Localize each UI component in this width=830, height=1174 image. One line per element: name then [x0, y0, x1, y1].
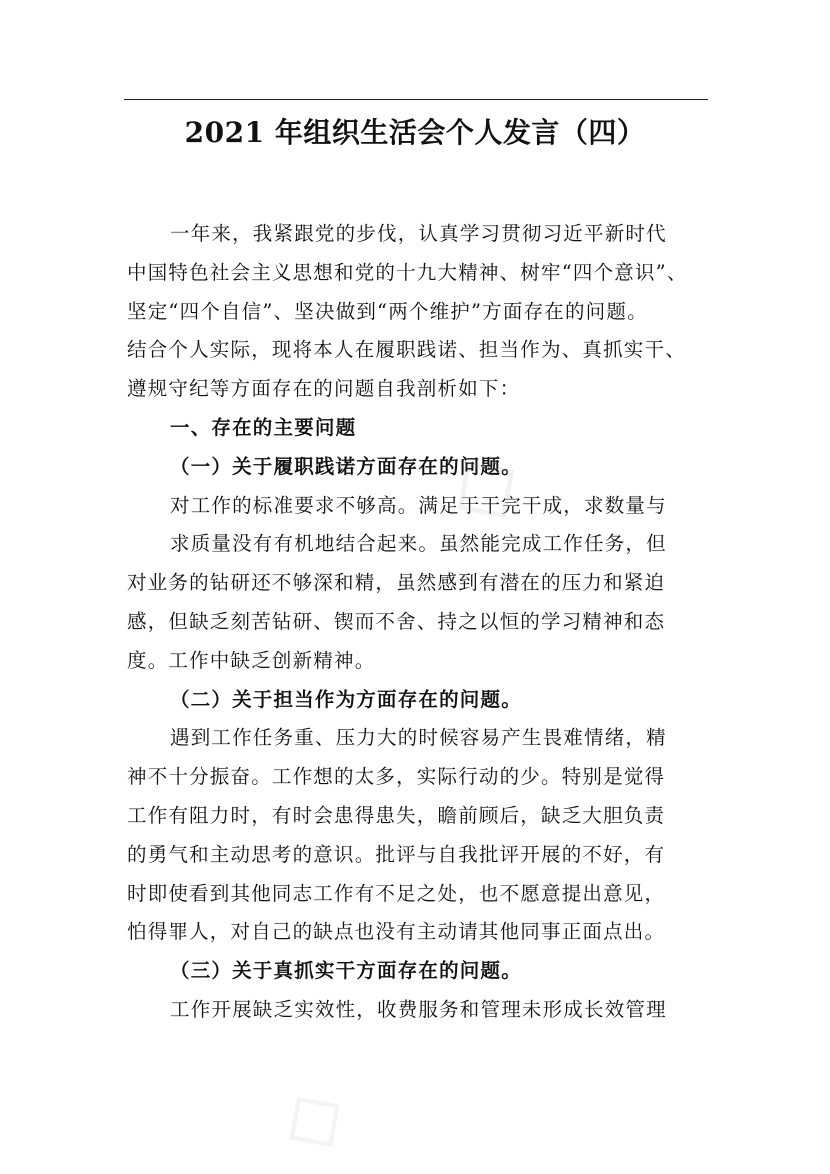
paragraph-line: 对工作的标准要求不够高。满足于干完干成，求数量与 — [170, 493, 667, 517]
paragraph-line: 度。工作中缺乏创新精神。 — [127, 648, 376, 672]
paragraph-line: 工作开展缺乏实效性，收费服务和管理未形成长效管理 — [170, 997, 667, 1021]
paragraph-line: 的勇气和主动思考的意识。批评与自我批评开展的不好，有 — [127, 842, 666, 866]
watermark-mark: ◇ — [258, 1060, 363, 1173]
document-body — [127, 215, 707, 1030]
watermark-mark: ◇ — [423, 421, 541, 547]
paragraph-line: 结合个人实际，现将本人在履职践诺、担当作为、真抓实干、 — [127, 338, 686, 362]
paragraph-line: 怕得罪人，对自己的缺点也没有主动请其他同事正面点出。 — [127, 920, 666, 944]
paragraph-line: 一年来，我紧跟党的步伐，认真学习贯彻习近平新时代 — [170, 222, 667, 245]
paragraph-line: 遵规守纪等方面存在的问题自我剖析如下： — [127, 377, 521, 401]
paragraph-line: 工作有阻力时，有时会患得患失，瞻前顾后，缺乏大胆负责 — [127, 803, 666, 827]
paragraph-line: 神不十分振奋。工作想的太多，实际行动的少。特别是觉得 — [127, 765, 666, 789]
paragraph-line: 对业务的钻研还不够深和精，虽然感到有潜在的压力和紧迫 — [127, 571, 666, 595]
paragraph-line: 中国特色社会主义思想和党的十九大精神、树牢“四个意识”、 — [127, 260, 688, 284]
subsection-heading: （一）关于履职践诺方面存在的问题。 — [170, 454, 522, 478]
header-rule — [124, 99, 708, 100]
paragraph-line: 求质量没有有机地结合起来。虽然能完成工作任务，但 — [170, 532, 667, 556]
paragraph-line: 时即使看到其他同志工作有不足之处，也不愿意提出意见， — [127, 881, 666, 905]
paragraph-line: 感，但缺乏刻苦钻研、锲而不舍、持之以恒的学习精神和态 — [127, 609, 666, 633]
paragraph-line: 坚定“四个自信”、坚决做到“两个维护”方面存在的问题。 — [127, 299, 648, 323]
paragraph-line: 遇到工作任务重、压力大的时候容易产生畏难情绪，精 — [170, 726, 667, 750]
document-title: 2021 年组织生活会个人发言（四） — [184, 116, 646, 149]
subsection-heading: （二）关于担当作为方面存在的问题。 — [170, 687, 522, 711]
section-heading: 一、存在的主要问题 — [170, 415, 357, 439]
subsection-heading: （三）关于真抓实干方面存在的问题。 — [170, 959, 522, 983]
